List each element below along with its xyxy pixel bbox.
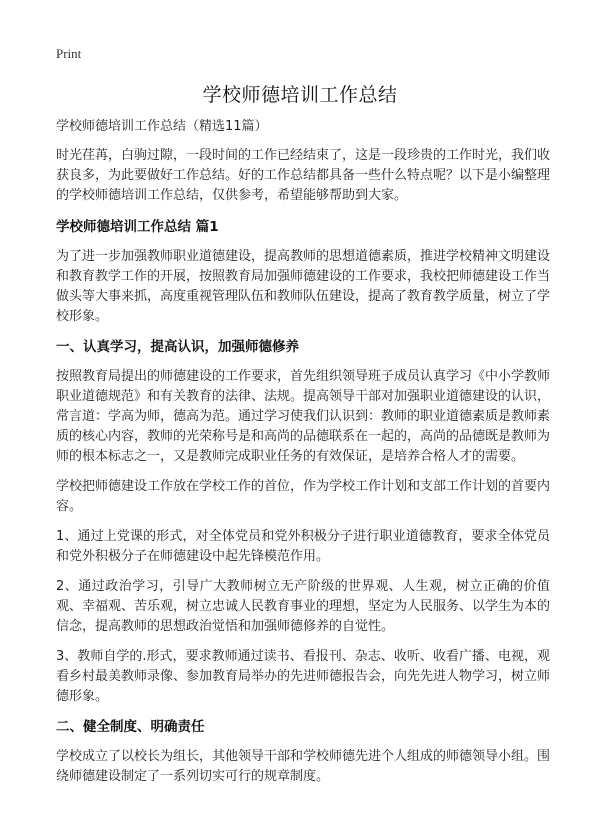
document-body bbox=[56, 118, 550, 797]
paragraph: 学校成立了以校长为组长，其他领导干部和学校师德先进个人组成的师德领导小组。围绕师德建设制定了一系列切实可行的规章制度。 bbox=[56, 749, 551, 784]
list-item: 3、教师自学的.形式，要求教师通过读书、看报刊、杂志、收听、收看广播、电视，观看乡村最美教师录像、参加教育局举办的先进师德报告会，向先先进人物学习，树立师德形象。 bbox=[56, 649, 551, 704]
document-subtitle: 学校师德培训工作总结（精选11篇） bbox=[56, 119, 268, 134]
list-item: 2、通过政治学习，引导广大教师树立无产阶级的世界观、人生观，树立正确的价值观、幸福观、苦乐观，树立忠诚人民教育事业的理想，坚定为人民服务、以学生为本的信念，提高教师的思想政治觉悟和加强师德修养的自觉性。 bbox=[56, 579, 551, 634]
paragraph: 学校把师德建设工作放在学校工作的首位，作为学校工作计划和支部工作计划的首要内容。 bbox=[56, 479, 551, 514]
page-title: 学校师德培训工作总结 bbox=[202, 84, 398, 106]
list-item: 1、通过上党课的形式，对全体党员和党外积极分子进行职业道德教育，要求全体党员和党外积极分子在师德建设中起先锋模范作用。 bbox=[56, 529, 550, 564]
paragraph: 按照教育局提出的师德建设的工作要求，首先组织领导班子成员认真学习《中小学教师职业道德规范》和有关教育的法律、法规。提高领导干部对加强职业道德建设的认识，常言道：学高为师，德高为范。通过学习使我们认识到：教师的职业道德素质是教师素质的核心内容，教师的光荣称号是和高尚的品德联系在一起的，高尚的品德既是教师为师的根本标志之一，又是教师完成职业任务的有效保证，是培养合格人才的需要。 bbox=[56, 369, 551, 464]
section-heading: 学校师德培训工作总结 篇1 bbox=[56, 219, 219, 235]
subsection-heading: 二、健全制度、明确责任 bbox=[56, 719, 205, 735]
subsection-heading: 一、认真学习，提高认识，加强师德修养 bbox=[56, 339, 299, 355]
intro-paragraph: 时光荏苒，白驹过隙，一段时间的工作已经结束了，这是一段珍贵的工作时光，我们收获良多，为此要做好工作总结。好的工作总结都具备一些什么特点呢？以下是小编整理的学校师德培训工作总结，仅供参考，希望能够帮助到大家。 bbox=[56, 148, 551, 203]
print-link[interactable]: Print bbox=[56, 46, 82, 61]
paragraph: 为了进一步加强教师职业道德建设，提高教师的思想道德素质，推进学校精神文明建设和教育教学工作的开展，按照教育局加强师德建设的工作要求，我校把师德建设工作当做头等大事来抓，高度重视管理队伍和教师队伍建设，提高了教育教学质量，树立了学校形象。 bbox=[56, 249, 551, 324]
